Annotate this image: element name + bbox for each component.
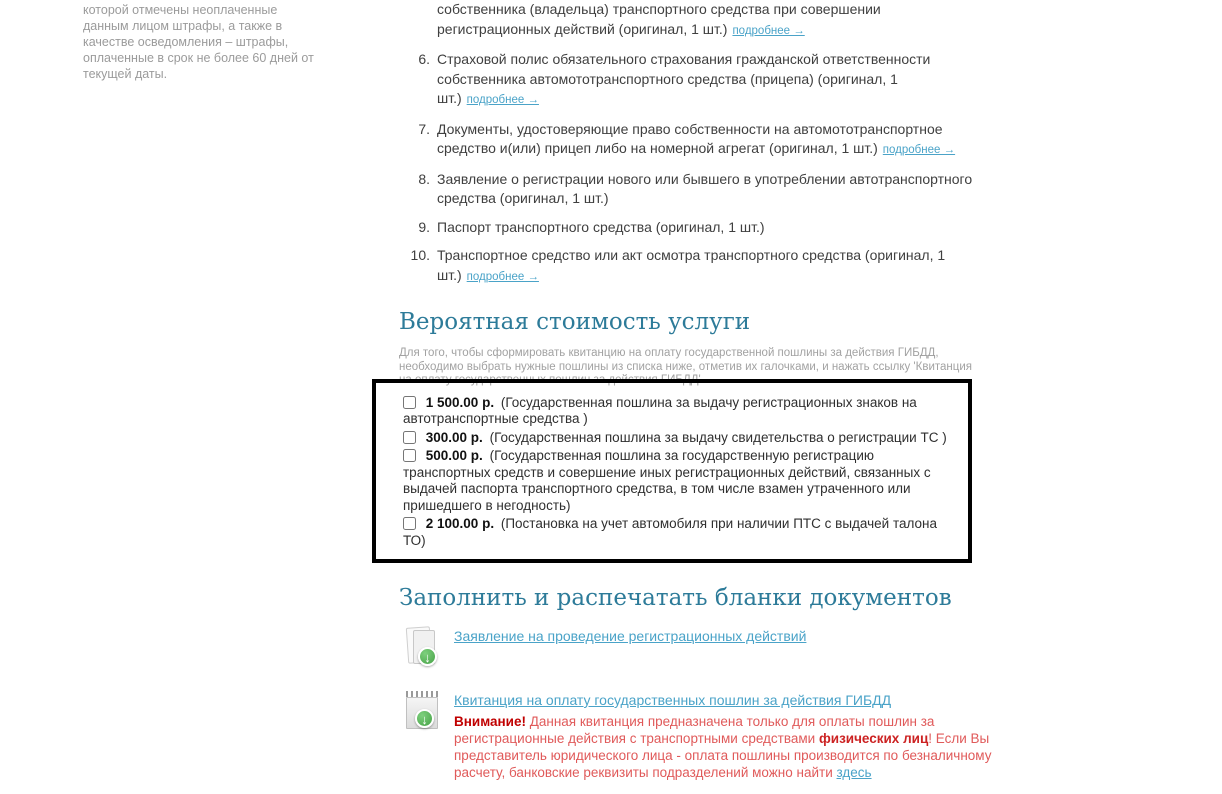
fee-option-1500[interactable] [403,395,950,428]
fee-checkbox-500[interactable] [403,449,416,462]
fee-option-300[interactable] [403,430,950,447]
download-arrow-icon: ↓ [418,647,437,666]
document-list-item-6 [395,50,987,111]
cost-section-description: Для того, чтобы сформировать квитанцию на оплату государственной пошлины за действия ГИБДД, необходимо выбрать нужные пошлины из списка ниже, отметив их галочками, и нажать ссылку 'Квитанция на оплату государственных пошлин за действия ГИБДД'. [399,347,972,386]
fee-amount: 300.00 р. [425,429,483,445]
receipt-form-link[interactable]: Квитанция на оплату государственных пошлин за действия ГИБДД [454,692,892,708]
list-number: 8. [418,170,430,187]
document-text: Паспорт транспортного средства (оригинал, 1 шт.) [437,218,765,235]
details-link[interactable]: подробнее → [466,270,539,283]
document-list-item-5 [395,0,987,41]
document-list-item-10 [395,246,987,287]
document-list-item-8 [395,170,987,209]
download-arrow-icon: ↓ [415,709,434,728]
list-number [395,0,437,41]
cost-section-title: Вероятная стоимость услуги [399,309,751,335]
fee-amount: 1 500.00 р. [425,394,495,410]
document-list-item-9 [395,218,987,238]
receipt-warning-text [454,713,994,781]
warning-bold-text: физических лиц [818,731,929,746]
form-row-receipt [404,689,992,781]
list-number: 9. [418,218,430,235]
documents-list [395,0,987,287]
fee-option-2100[interactable] [403,516,950,549]
document-text: Транспортное средство или акт осмотра транспортного средства (оригинал, 1 шт.) [437,247,946,283]
here-link[interactable]: здесь [836,765,872,780]
fee-amount: 500.00 р. [425,448,483,463]
application-form-link[interactable]: Заявление на проведение регистрационных действий [454,628,807,644]
fee-checkbox-2100[interactable] [403,517,416,530]
list-number: 7. [418,120,430,137]
list-number: 10. [410,247,430,263]
fee-description: (Постановка на учет автомобиля при наличии ПТС с выдачей талона ТО) [403,516,937,548]
document-text: Документы, удостоверяющие право собственности на автомототранспортное средство и(или) прицеп либо на номерной агрегат (оригинал, 1 шт.) [437,120,943,156]
document-text: Страховой полис обязательного страхования гражданской ответственности собственника автомототранспортного средства (прицепа) (оригинал, 1 шт.) [437,51,931,106]
fee-amount: 2 100.00 р. [425,516,495,531]
document-text: Заявление о регистрации нового или бывшего в употреблении автотранспортного средства (оригинал, 1 шт.) [437,170,973,206]
main-content [395,0,992,781]
sidebar-note-text: которой отмечены неоплаченные данным лицом штрафы, а также в качестве осведомления – штрафы, оплаченные в срок не более 60 дней от текущей даты. [83,3,314,81]
form-row-application [404,625,987,675]
fee-description: (Государственная пошлина за государственную регистрацию транспортных средств и совершение иных регистрационных действий, связанных с выдачей паспорта транспортного средства, в том числе взамен утраченного или пришедшего в негодность) [403,448,931,513]
details-link[interactable]: подробнее → [882,144,956,156]
details-link[interactable]: подробнее → [466,94,539,106]
list-number: 6. [418,51,430,67]
document-list-item-7 [395,120,987,161]
warning-prefix: Внимание! [454,714,526,729]
warning-part2: ! Если Вы представитель юридического лица - оплата пошлины производится по безналичному расчету, банковские реквизиты подразделений можно найти [454,731,992,780]
forms-section-title: Заполнить и распечатать бланки документов [399,585,952,611]
document-text: собственника (владельца) транспортного средства при совершении регистрационных действий (оригинал, 1 шт.) [437,1,881,37]
fees-highlight-box [372,379,972,564]
fee-description: (Государственная пошлина за выдачу свидетельства о регистрации ТС ) [489,429,947,445]
fee-option-500[interactable] [403,448,950,514]
fee-checkbox-300[interactable] [403,431,416,444]
fee-checkbox-1500[interactable] [403,396,416,409]
details-link[interactable]: подробнее → [732,24,805,37]
document-download-icon [404,625,444,675]
fee-description: (Государственная пошлина за выдачу регистрационных знаков на автотранспортные средства ) [403,394,917,426]
warning-part1: Данная квитанция предназначена только для оплаты пошлин за регистрационные действия с транспортными средствами [454,714,935,746]
receipt-download-icon [404,689,444,739]
